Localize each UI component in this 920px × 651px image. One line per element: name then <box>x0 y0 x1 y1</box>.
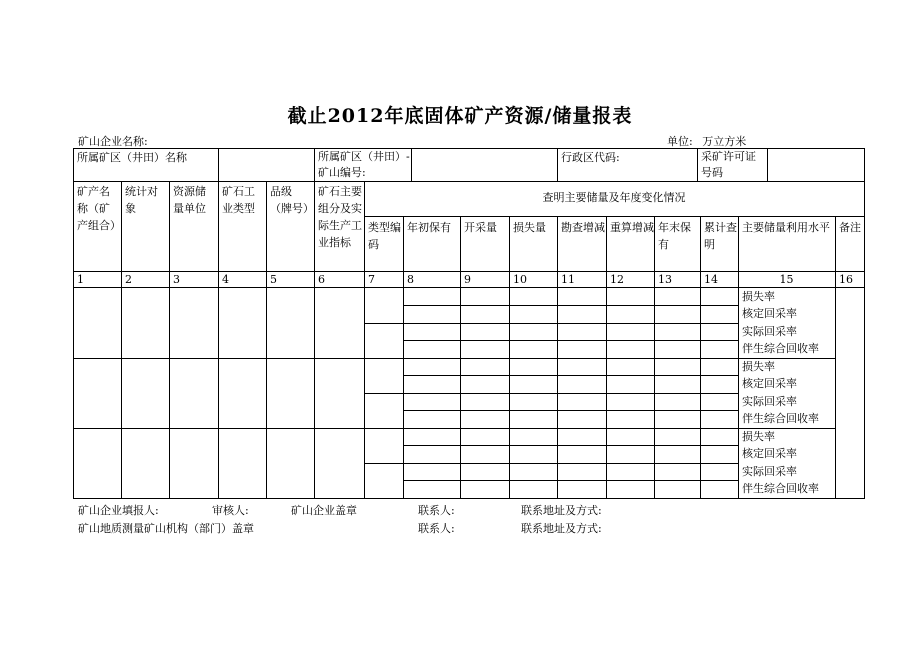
district-code-label: 所属矿区（井田）-矿山编号: <box>318 150 410 179</box>
col-number: 11 <box>561 273 575 286</box>
col-number: 15 <box>779 273 794 286</box>
col-number: 13 <box>658 273 672 286</box>
col-ore-type: 矿石工业类型 <box>222 185 255 215</box>
unit-value: 万立方米 <box>702 135 747 148</box>
utilization-label: 实际回采率 <box>742 395 797 408</box>
col-mined: 开采量 <box>464 221 497 234</box>
enterprise-name-label: 矿山企业名称: <box>78 135 148 148</box>
col-type-code: 类型编码 <box>368 221 401 251</box>
col-utilization: 主要储量利用水平 <box>742 221 830 234</box>
col-number: 14 <box>704 273 718 286</box>
contact-label-2: 联系人: <box>418 522 455 535</box>
col-number: 6 <box>318 273 325 286</box>
enterprise-seal-label: 矿山企业盖章 <box>291 504 357 517</box>
col-reserve-unit: 资源储量单位 <box>173 185 206 215</box>
col-number: 4 <box>222 273 229 286</box>
col-number: 8 <box>407 273 414 286</box>
col-number: 10 <box>513 273 527 286</box>
district-name-label: 所属矿区（井田）名称 <box>77 151 187 164</box>
col-number: 7 <box>368 273 375 286</box>
col-number: 12 <box>610 273 624 286</box>
col-remark: 备注 <box>839 221 861 234</box>
col-explore-change: 勘查增减 <box>561 221 605 234</box>
utilization-label: 伴生综合回收率 <box>742 482 819 495</box>
col-grade: 品级（牌号） <box>270 185 314 215</box>
utilization-label: 伴生综合回收率 <box>742 412 819 425</box>
col-year-end: 年末保有 <box>658 221 691 251</box>
address-label-2: 联系地址及方式: <box>521 522 602 535</box>
utilization-label: 核定回采率 <box>742 377 797 390</box>
col-loss: 损失量 <box>513 221 546 234</box>
contact-label-1: 联系人: <box>418 504 455 517</box>
col-number: 9 <box>464 273 471 286</box>
col-cumulative: 累计查明 <box>704 221 737 251</box>
utilization-label: 损失率 <box>742 290 775 303</box>
filler-label: 矿山企业填报人: <box>78 504 159 517</box>
utilization-label: 伴生综合回收率 <box>742 342 819 355</box>
address-label-1: 联系地址及方式: <box>521 504 602 517</box>
admin-code-label: 行政区代码: <box>561 151 620 164</box>
col-recalc-change: 重算增减 <box>610 221 654 234</box>
col-components: 矿石主要组分及实际生产工业指标 <box>318 185 362 249</box>
col-year-begin: 年初保有 <box>407 221 451 234</box>
col-number: 3 <box>173 273 180 286</box>
utilization-label: 核定回采率 <box>742 447 797 460</box>
col-number: 2 <box>125 273 132 286</box>
utilization-label: 核定回采率 <box>742 307 797 320</box>
utilization-label: 实际回采率 <box>742 325 797 338</box>
col-number: 1 <box>77 273 84 286</box>
survey-seal-label: 矿山地质测量矿山机构（部门）盖章 <box>78 522 254 535</box>
col-stat-object: 统计对象 <box>125 185 158 215</box>
col-number: 5 <box>270 273 277 286</box>
col-number: 16 <box>839 273 853 286</box>
col-span-title: 查明主要储量及年度变化情况 <box>542 191 686 204</box>
utilization-label: 损失率 <box>742 430 775 443</box>
reviewer-label: 审核人: <box>212 504 249 517</box>
unit-label-text: 单位: <box>667 135 693 148</box>
license-label: 采矿许可证号码 <box>701 150 756 179</box>
col-mineral-name: 矿产名称（矿产组合） <box>77 185 121 232</box>
utilization-label: 损失率 <box>742 360 775 373</box>
utilization-label: 实际回采率 <box>742 465 797 478</box>
report-title: 截止2012年底固体矿产资源/储量报表 <box>287 105 633 127</box>
